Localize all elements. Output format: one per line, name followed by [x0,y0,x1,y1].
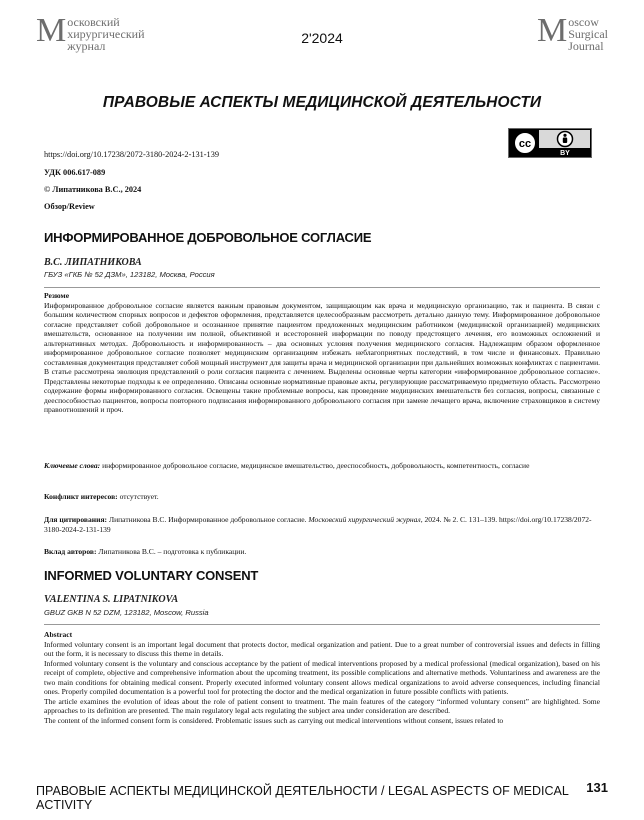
author-en: VALENTINA S. LIPATNIKOVA [44,594,179,605]
logo-line: Journal [568,39,604,53]
logo-initial: М [36,12,67,49]
keywords-text: информированное добровольное согласие, медицинское вмешательство, дееспособность, добровольность, компетентность, согласие [102,461,530,470]
abstract-en [44,630,600,725]
contrib-ru [44,547,600,557]
logo-initial: M [536,12,568,49]
abstract-paragraph: The article examines the evolution of ideas about the role of patient consent to treatment. The main features of the category “informed voluntary consent” are highlighted. Some approaches to its definition are presented. The main regulatory legal acts regulating the subject area under consideration are described. [44,696,600,715]
logo-line: Surgical [568,27,608,41]
abstract-paragraph: Informed voluntary consent is the voluntary and conscious acceptance by the patient of medical interventions proposed by a medical professional (medical organization), based on his receipt of complete, objective and comprehensive information about the upcoming treatment, its possible complications and alternative methods. Voluntariness and awareness are the two main conditions for obtaining medical consent. Properly executed informed voluntary consent allows medical organizations to avoid adverse consequences, including financial ones. Properly compiled documentation is a powerful tool for protecting the doctor and the medical organization in future possible conflicts with patients. [44,658,600,696]
contrib-label: Вклад авторов: [44,547,97,556]
page-header [36,12,608,68]
abstract-paragraph: Informed voluntary consent is an important legal document that protects doctor, medical organization and patient. Due to a great number of controversial issues and defects in filling out the form, it is necessary to discuss this theme in details. [44,639,600,658]
abstract-ru [44,291,600,415]
cite-tail[interactable]: 2024. № 2. С. 131–139. https://doi.org/10.17238/2072-3180-2024-2-131-139 [44,515,592,534]
cite-text: Липатникова В.С. Информированное добровольное согласие. [108,515,307,524]
conflict-text: отсутствует. [119,492,159,501]
logo-line: хирургический [67,27,145,41]
doi-link[interactable]: https://doi.org/10.17238/2072-3180-2024-2-131-139 [44,150,219,159]
svg-text:cc: cc [518,138,532,150]
cite-label: Для цитирования: [44,515,108,524]
abstract-heading-en: Abstract [44,630,73,639]
journal-logo-en [536,12,608,53]
affiliation-ru: ГБУЗ «ГКБ № 52 ДЗМ», 123182, Москва, Россия [44,270,215,279]
affiliation-en: GBUZ GKB N 52 DZM, 123182, Moscow, Russia [44,608,209,617]
running-title: ПРАВОВЫЕ АСПЕКТЫ МЕДИЦИНСКОЙ ДЕЯТЕЛЬНОСТИ / LEGAL ASPECTS OF MEDICAL ACTIVITY [36,784,569,812]
article-title-ru: ИНФОРМИРОВАННОЕ ДОБРОВОЛЬНОЕ СОГЛАСИЕ [44,230,372,245]
article-type: Обзор/Review [44,202,95,211]
abstract-paragraph: В статье рассмотрена эволюция представлений о роли согласия пациента с лечением. Выделены основные черты категории «информированное добровольное согласие». Представлены некоторые подходы к ее определению. Описаны основные нормативные правовые акты, регулирующие рассматриваемую предметную область. Рассмотрено содержание формы информированного согласия. Освещены такие проблемные вопросы, как проведение медицинских вмешательств без согласия, вопросы, связанные с дееспособностью пациентов, вопросы повторного подписания информированного добровольного согласия при замене лечащего врача, включение страховщиков в систему правоотношений и проч. [44,367,600,414]
keywords-ru [44,461,600,471]
logo-line: oscow [568,15,599,29]
abstract-paragraph: The content of the informed consent form is considered. Problematic issues such as carrying out medical interventions without consent, issues related to [44,715,504,725]
issue-number: 2'2024 [301,30,343,46]
abstract-heading-ru: Резюме [44,291,70,300]
keywords-label: Ключевые слова: [44,461,101,470]
page-number: 131 [586,780,608,795]
udc: УДК 006.617-089 [44,168,106,177]
cc-badge-graphic [509,129,591,157]
citation-ru [44,515,600,534]
article-title-en: INFORMED VOLUNTARY CONSENT [44,568,259,583]
abstract-paragraph: Информированное добровольное согласие является важным правовым документом, защищающим как врача и медицинскую организацию, так и пациента. В связи с большим количеством спорных вопросов и дефектов оформления, представляется целесообразным рассмотреть детально данную тему. Информированное добровольное согласие представляет собой добровольное и осознанное принятие пациентом предложенных медицинским работником (медицинской организацией) медицинских вмешательств, основанное на получении им полной, объективной и всесторонней информации по поводу предстоящего лечения, его возможных осложнений и альтернативных методах. Добровольность и информированность – два основных условия получения медицинского согласия. Надлежащим образом оформленное информированное добровольное согласие позволяет медицинским организациям избежать неблагоприятных последствий, в том числе и финансовых. Правильно составленная документация представляет собой мощный инструмент для защиты врача и медицинской организации при дальнейших возможных конфликтах с пациентами. [44,300,600,367]
rubric-heading: ПРАВОВЫЕ АСПЕКТЫ МЕДИЦИНСКОЙ ДЕЯТЕЛЬНОСТИ [102,94,542,111]
logo-line: осковский [67,15,120,29]
contrib-text: Липатникова В.С. – подготовка к публикации. [98,547,247,556]
divider [44,624,600,625]
conflict-label: Конфликт интересов: [44,492,118,501]
logo-line: журнал [67,39,106,53]
author-ru: В.С. ЛИПАТНИКОВА [44,257,142,268]
divider [44,287,600,288]
page-footer [36,780,608,812]
conflict-ru [44,492,600,502]
cc-by-icon[interactable] [508,128,592,158]
copyright: © Липатникова В.С., 2024 [44,185,142,194]
cite-journal: Московский хирургический журнал, [308,515,423,524]
license-label: BY [560,150,570,157]
